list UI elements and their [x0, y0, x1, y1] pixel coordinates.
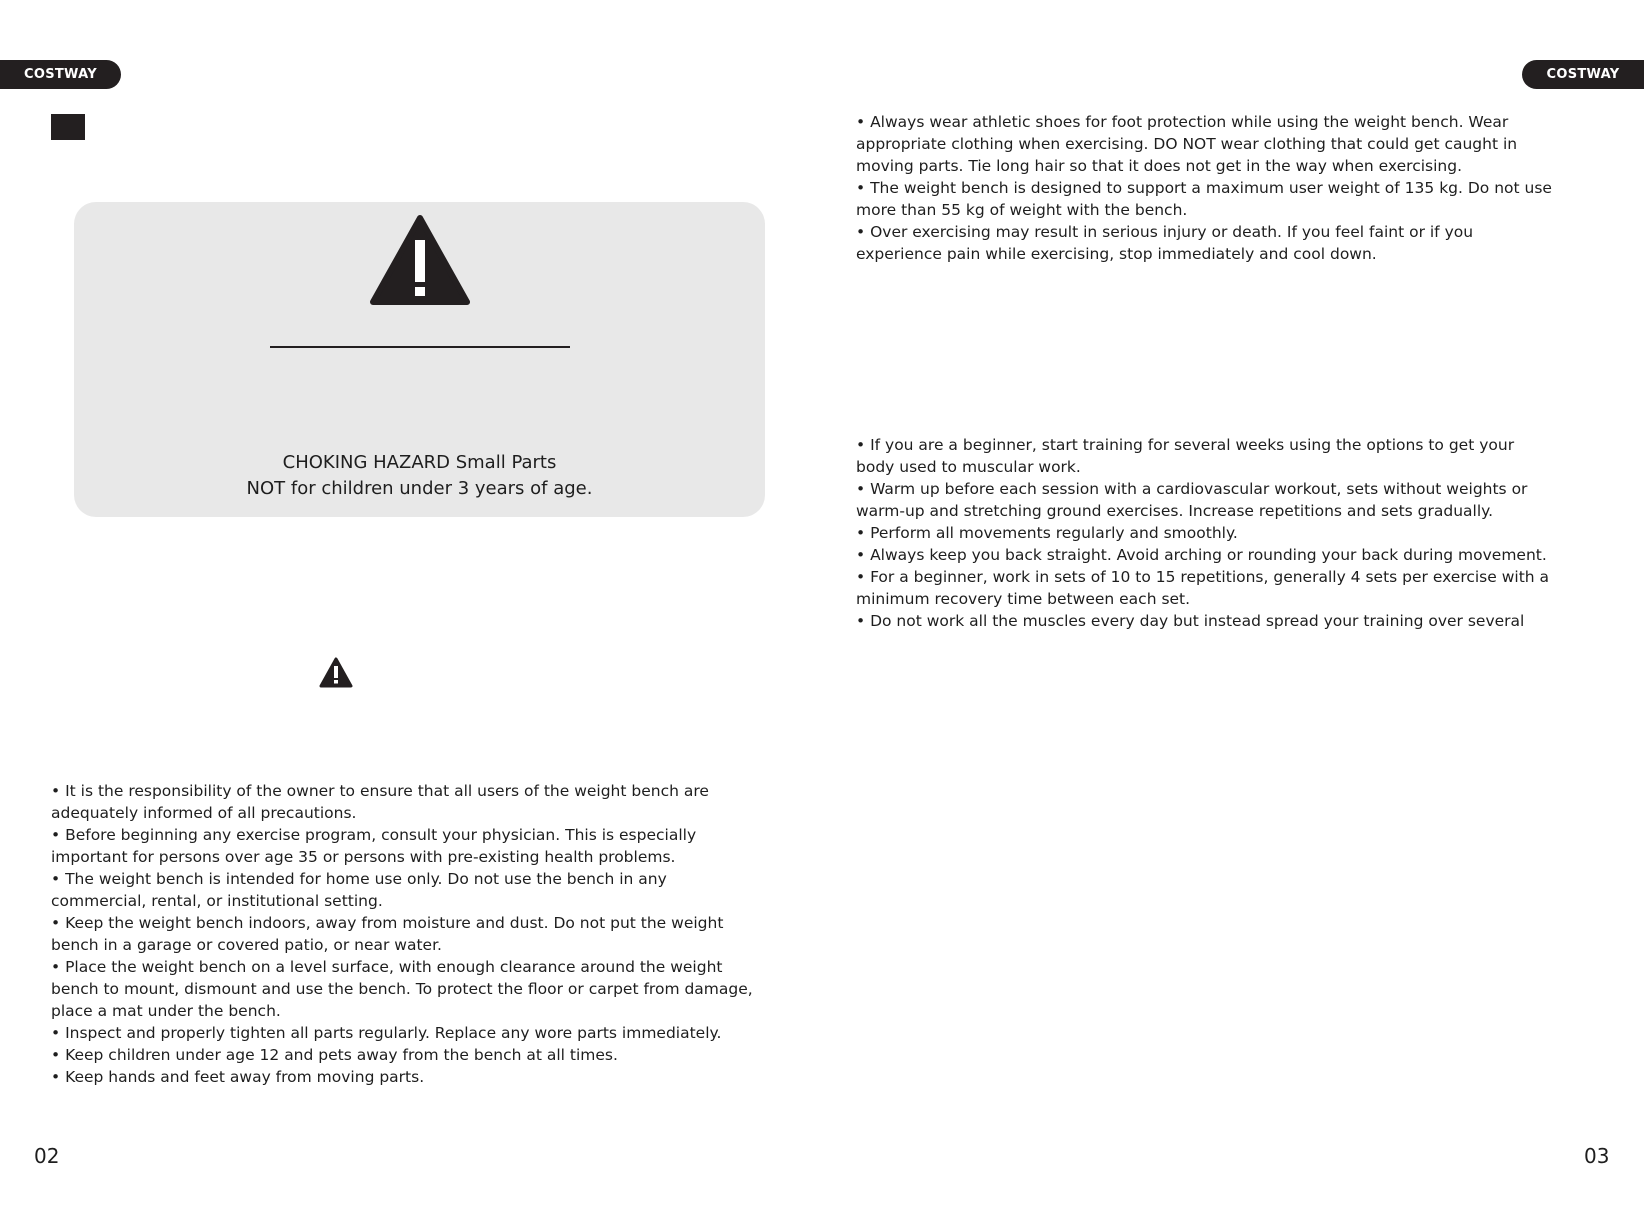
list-line: adequately informed of all precautions.: [51, 804, 357, 822]
list-line: • The weight bench is intended for home use only. Do not use the bench in any: [51, 870, 667, 888]
list-line: • Keep hands and feet away from moving parts.: [51, 1068, 425, 1086]
list-line: • For a beginner, work in sets of 10 to 15 repetitions, generally 4 sets per exercise with a: [856, 568, 1550, 586]
list-line: bench to mount, dismount and use the bench. To protect the floor or carpet from damage,: [51, 980, 753, 998]
brand-logo-right: COSTWAY: [1546, 67, 1620, 82]
choking-hazard-line-1: CHOKING HAZARD Small Parts: [282, 452, 557, 473]
list-line: more than 55 kg of weight with the bench.: [856, 201, 1188, 219]
list-line: • Perform all movements regularly and smoothly.: [856, 524, 1238, 542]
list-line: bench in a garage or covered patio, or near water.: [51, 936, 442, 954]
list-line: appropriate clothing when exercising. DO NOT wear clothing that could get caught in: [856, 135, 1518, 153]
small-warning-icon: [319, 657, 353, 689]
safety-instructions-right-top: [856, 111, 1552, 265]
section-marker: [51, 114, 85, 140]
list-line: • Before beginning any exercise program, consult your physician. This is especially: [51, 826, 697, 844]
list-line: minimum recovery time between each set.: [856, 590, 1191, 608]
list-line: • Always wear athletic shoes for foot protection while using the weight bench. Wear: [856, 113, 1509, 131]
choking-hazard-box: [74, 202, 765, 517]
list-line: • The weight bench is designed to support a maximum user weight of 135 kg. Do not use: [856, 179, 1552, 197]
brand-tab-left: [0, 60, 121, 89]
training-tips-right: [856, 434, 1549, 632]
warning-triangle-icon: [370, 214, 470, 306]
list-line: • It is the responsibility of the owner to ensure that all users of the weight bench are: [51, 782, 709, 800]
brand-tab-right: [1522, 60, 1644, 89]
list-line: • Do not work all the muscles every day but instead spread your training over several: [856, 612, 1525, 630]
list-line: • Inspect and properly tighten all parts regularly. Replace any wore parts immediately.: [51, 1024, 722, 1042]
list-line: • Over exercising may result in serious injury or death. If you feel faint or if you: [856, 223, 1474, 241]
page-number-right: 03: [1584, 1144, 1610, 1168]
brand-logo-left: COSTWAY: [24, 67, 97, 82]
list-line: warm-up and stretching ground exercises. Increase repetitions and sets gradually.: [856, 502, 1494, 520]
list-line: • Keep children under age 12 and pets away from the bench at all times.: [51, 1046, 618, 1064]
list-line: important for persons over age 35 or persons with pre-existing health problems.: [51, 848, 676, 866]
list-line: experience pain while exercising, stop immediately and cool down.: [856, 245, 1377, 263]
list-line: • If you are a beginner, start training for several weeks using the options to get your: [856, 436, 1515, 454]
list-line: place a mat under the bench.: [51, 1002, 281, 1020]
list-line: moving parts. Tie long hair so that it does not get in the way when exercising.: [856, 157, 1462, 175]
choking-hazard-line-2: NOT for children under 3 years of age.: [246, 478, 593, 499]
list-line: • Warm up before each session with a cardiovascular workout, sets without weights or: [856, 480, 1528, 498]
safety-instructions-left: [51, 780, 753, 1088]
list-line: commercial, rental, or institutional setting.: [51, 892, 383, 910]
divider-line: [270, 346, 570, 348]
choking-hazard-text: [74, 450, 765, 502]
list-line: • Always keep you back straight. Avoid arching or rounding your back during movement.: [856, 546, 1547, 564]
list-line: • Place the weight bench on a level surface, with enough clearance around the weight: [51, 958, 723, 976]
list-line: body used to muscular work.: [856, 458, 1081, 476]
list-line: • Keep the weight bench indoors, away from moisture and dust. Do not put the weight: [51, 914, 724, 932]
page-number-left: 02: [34, 1144, 60, 1168]
